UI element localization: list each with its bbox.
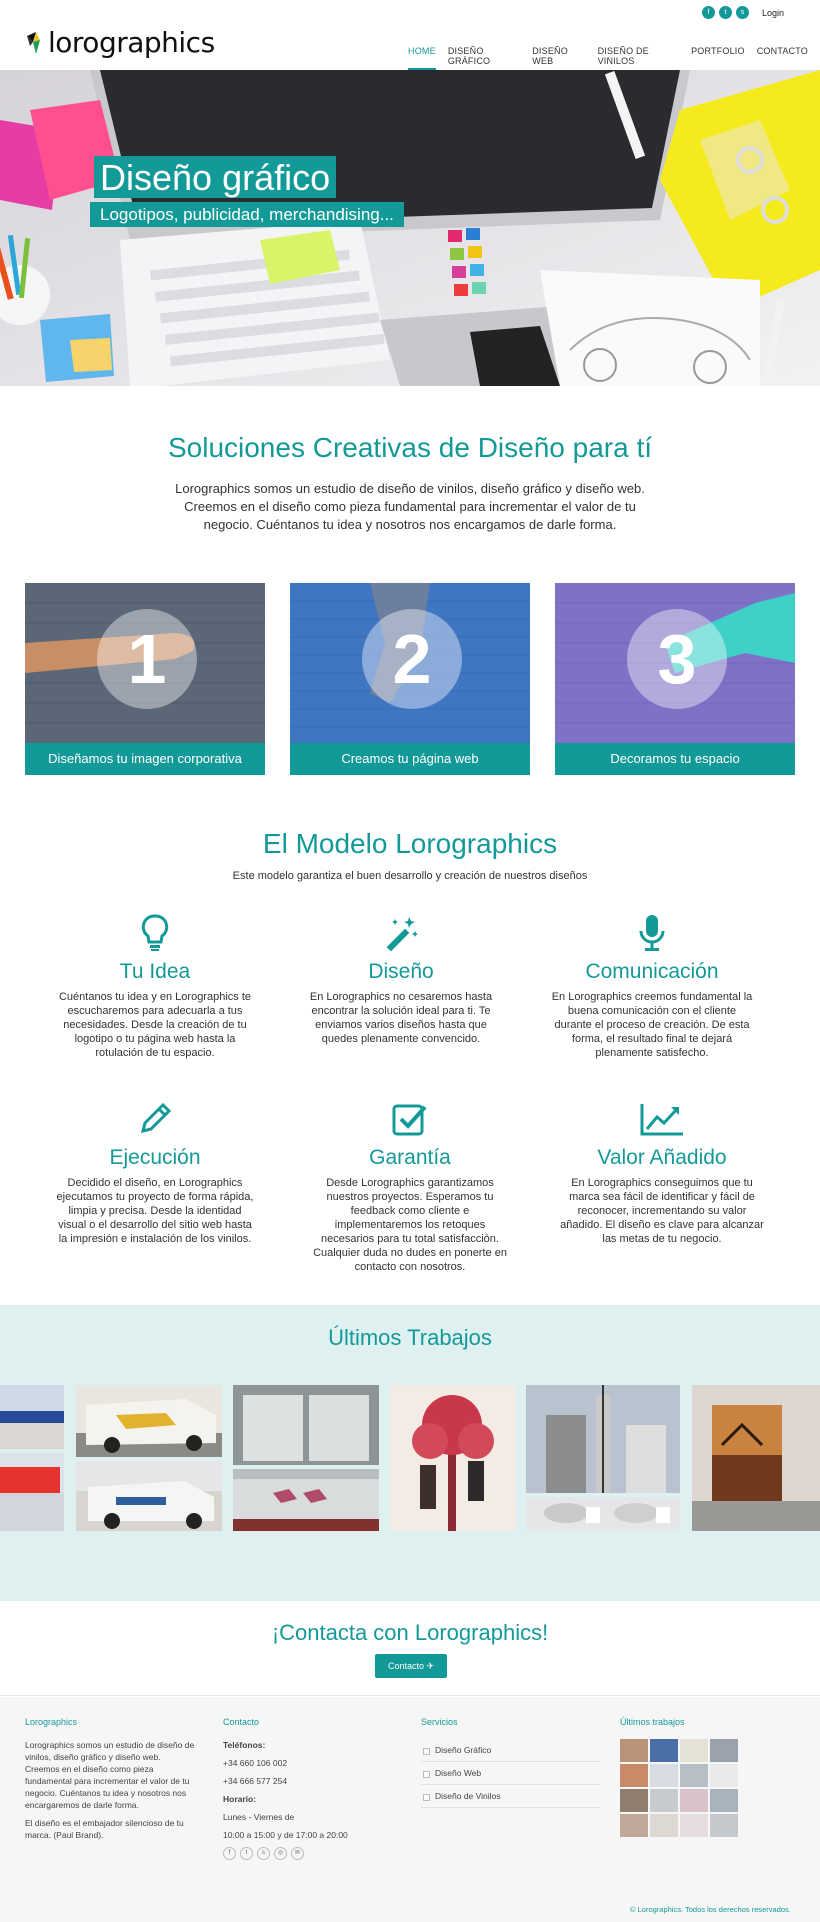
step-number-1: 1 [97, 609, 197, 709]
hero-desk-image [0, 70, 820, 386]
work-thumb-van-2[interactable] [76, 1461, 222, 1531]
step-card-3[interactable] [555, 583, 795, 775]
footer-thumb[interactable] [680, 1739, 708, 1762]
footer [0, 1697, 820, 1922]
nav-diseno-grafico[interactable]: DISEÑO GRÁFICO [447, 46, 491, 66]
footer-thumb[interactable] [680, 1789, 708, 1812]
paper-plane-icon: ✈ [426, 1661, 435, 1671]
footer-thumb[interactable] [710, 1739, 738, 1762]
main-nav [408, 46, 820, 70]
hero-subtitle: Logotipos, publicidad, merchandising... [90, 202, 404, 227]
footer-thumb[interactable] [680, 1764, 708, 1787]
step-caption-1: Diseñamos tu imagen corporativa [25, 743, 265, 775]
footer-quote: El diseño es el embajador silencioso de tu marca. (Paul Brand). [25, 1818, 184, 1840]
footer-services [421, 1717, 611, 1808]
footer-thumb[interactable] [680, 1814, 708, 1837]
phones-label: Teléfonos: [223, 1740, 266, 1750]
logo-text: lorographics [48, 26, 215, 59]
service-link[interactable]: Diseño Web [421, 1762, 601, 1785]
magic-wand-icon [281, 912, 521, 954]
nav-portfolio[interactable]: PORTFOLIO [691, 46, 745, 56]
work-thumb-trucks[interactable] [526, 1497, 680, 1531]
service-link[interactable]: Diseño de Vinilos [421, 1785, 601, 1808]
work-thumb-tree[interactable] [390, 1385, 516, 1531]
contact-button[interactable]: Contacto ✈ [375, 1654, 447, 1678]
nav-diseno-web[interactable]: DISEÑO WEB [532, 46, 568, 66]
feature-valor-anadido [542, 1098, 782, 1246]
feature-title: Tu Idea [119, 960, 191, 983]
step-number-3: 3 [627, 609, 727, 709]
nav-diseno-vinilos[interactable]: DISEÑO DE VINILOS [597, 46, 649, 66]
twitter-icon[interactable]: t [719, 6, 732, 19]
pencil-icon [35, 1098, 275, 1140]
work-thumb-glass-1[interactable] [233, 1385, 379, 1465]
header [0, 0, 820, 70]
footer-latest-heading: Últimos trabajos [620, 1717, 685, 1727]
footer-thumb[interactable] [710, 1814, 738, 1837]
hours-text: 10:00 a 15:00 y de 17:00 a 20:00 [223, 1830, 348, 1840]
feature-text: Desde Lorographics garantizamos nuestros proyectos. Esperamos tu feedback como cliente e implementaremos los retoques necesarios para tu total satisfacción. Cualquier duda no dudes en ponerte en contacto con nosotros. [313, 1177, 507, 1273]
footer-about-heading: Lorographics [25, 1717, 78, 1727]
skype-icon[interactable]: s [736, 6, 749, 19]
footer-about-text: Lorographics somos un estudio de diseño de vinilos, diseño gráfico y diseño web. Creemos en el diseño como pieza fundamental para incrementar el valor de tu negocio. Cuéntanos tu idea y nosotros nos encargaremos de darle forma. [25, 1740, 195, 1810]
footer-thumbs [620, 1739, 800, 1837]
feature-text: En Lorographics creemos fundamental la buena comunicación con el cliente durante el proceso de creación. De esta forma, el resultado final te dejará plenamente satisfecho. [551, 991, 753, 1059]
hours-label: Horario: [223, 1794, 257, 1804]
footer-thumb[interactable] [650, 1764, 678, 1787]
feature-title: Ejecución [109, 1146, 201, 1169]
feature-text: En Lorographics conseguimos que tu marca sea fácil de identificar y fácil de reconocer, incrementando su valor añadido. El diseño es clave para alcanzar las metas de tu negocio. [560, 1177, 764, 1245]
copyright: © Lorographics. Todos los derechos reservados. [630, 1905, 791, 1914]
footer-thumb[interactable] [650, 1789, 678, 1812]
feature-text: En Lorographics no cesaremos hasta encontrar la solución ideal para ti. Te enviamos varios diseños hasta que quedes plenamente convencido. [309, 991, 493, 1045]
work-thumb-van-1[interactable] [76, 1385, 222, 1457]
days-text: Lunes - Viernes de [223, 1812, 295, 1822]
phone-1[interactable]: +34 660 106 002 [223, 1758, 288, 1768]
step-image-2 [290, 583, 530, 743]
cta-title: ¡Contacta con Lorographics! [271, 1620, 549, 1645]
work-thumb-kitchen[interactable] [692, 1385, 820, 1531]
login-link[interactable]: Login [762, 8, 785, 18]
footer-thumb[interactable] [620, 1739, 648, 1762]
footer-contact [223, 1717, 393, 1860]
latest-works-section [0, 1305, 820, 1601]
skype-icon[interactable]: s [257, 1847, 270, 1860]
nav-home[interactable]: HOME [408, 46, 436, 70]
footer-thumb[interactable] [620, 1764, 648, 1787]
lightbulb-icon [35, 912, 275, 954]
footer-thumb[interactable] [620, 1789, 648, 1812]
feature-garantia [290, 1098, 530, 1274]
step-caption-2: Creamos tu página web [290, 743, 530, 775]
footer-thumb[interactable] [620, 1814, 648, 1837]
feature-title: Valor Añadido [597, 1146, 727, 1169]
work-thumb-2[interactable] [0, 1453, 64, 1531]
instagram-icon[interactable]: ◎ [274, 1847, 287, 1860]
footer-contact-heading: Contacto [223, 1717, 260, 1727]
phone-2[interactable]: +34 666 577 254 [223, 1776, 288, 1786]
feature-tu-idea [35, 912, 275, 1060]
footer-latest-works [620, 1717, 800, 1837]
twitter-icon[interactable]: t [240, 1847, 253, 1860]
feature-comunicacion [532, 912, 772, 1060]
hero-banner [0, 70, 820, 386]
microphone-icon [532, 912, 772, 954]
footer-thumb[interactable] [710, 1764, 738, 1787]
facebook-icon[interactable]: f [702, 6, 715, 19]
footer-about [25, 1717, 197, 1841]
work-thumb-glass-2[interactable] [233, 1469, 379, 1531]
nav-contacto[interactable]: CONTACTO [756, 46, 808, 56]
step-card-2[interactable] [290, 583, 530, 775]
feature-title: Garantía [369, 1146, 451, 1169]
feature-text: Decidido el diseño, en Lorographics ejecutamos tu proyecto de forma rápida, limpia y precisa. Desde la identidad visual o el desarrollo del sitio web hasta la impresión e instalación de los vinilos. [56, 1177, 254, 1245]
step-image-3 [555, 583, 795, 743]
step-card-1[interactable] [25, 583, 265, 775]
model-title: El Modelo Lorographics [262, 828, 558, 859]
intro-title: Soluciones Creativas de Diseño para tí [167, 432, 653, 463]
footer-thumb[interactable] [650, 1739, 678, 1762]
footer-services-heading: Servicios [421, 1717, 458, 1727]
contact-cta-section [0, 1602, 820, 1696]
step-number-2: 2 [362, 609, 462, 709]
logo[interactable] [24, 26, 215, 59]
work-thumb-1[interactable] [0, 1385, 64, 1449]
footer-thumb[interactable] [650, 1814, 678, 1837]
hero-title: Diseño gráfico [94, 156, 336, 198]
footer-thumb[interactable] [710, 1789, 738, 1812]
latest-works-title: Últimos Trabajos [328, 1325, 492, 1350]
social-links [702, 6, 749, 19]
service-link[interactable]: Diseño Gráfico [421, 1739, 601, 1762]
checkbox-icon [290, 1098, 530, 1140]
email-icon[interactable]: ✉ [291, 1847, 304, 1860]
work-thumb-factory[interactable] [526, 1385, 680, 1493]
model-subtitle: Este modelo garantiza el buen desarrollo y creación de nuestros diseños [232, 870, 588, 882]
footer-social [223, 1847, 393, 1860]
facebook-icon[interactable]: f [223, 1847, 236, 1860]
feature-title: Comunicación [585, 960, 719, 983]
services-list [421, 1739, 611, 1808]
feature-text: Cuéntanos tu idea y en Lorographics te escucharemos para adecuarla a tus necesidades. Desde la creación de tu logotipo o tu página web hasta la rotulación de tu espacio. [58, 991, 252, 1059]
feature-ejecucion [35, 1098, 275, 1246]
step-caption-3: Decoramos tu espacio [555, 743, 795, 775]
step-image-1 [25, 583, 265, 743]
trending-chart-icon [542, 1098, 782, 1140]
logo-mark-icon [24, 30, 46, 56]
intro-text: Lorographics somos un estudio de diseño de vinilos, diseño gráfico y diseño web. Creemos en el diseño como pieza fundamental para incrementar el valor de tu negocio. Cuéntanos tu idea y nosotros nos encargamos de darle forma. [175, 481, 645, 532]
feature-title: Diseño [368, 960, 434, 983]
feature-diseno [281, 912, 521, 1046]
